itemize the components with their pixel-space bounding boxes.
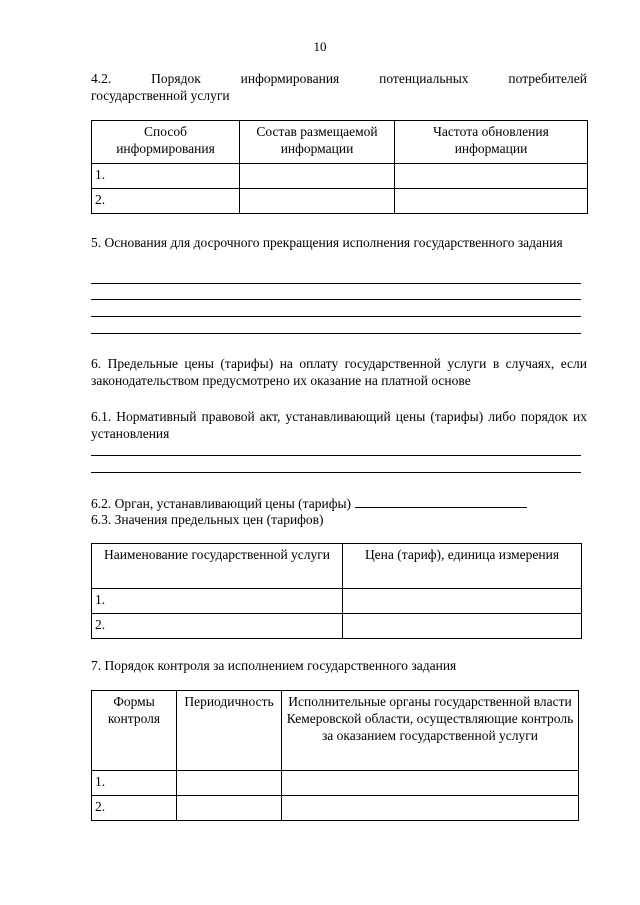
section-6-1-text: 6.1. Нормативный правовой акт, устанавливающий цены (тарифы) либо порядок их установления	[91, 409, 587, 441]
table-cell	[240, 164, 395, 189]
blank-line	[91, 283, 581, 284]
table-cell	[395, 164, 588, 189]
section-6-3-text: 6.3. Значения предельных цен (тарифов)	[91, 512, 324, 527]
table-header: Частота обновления информации	[395, 121, 588, 164]
table-cell: 2.	[92, 614, 343, 639]
table-row	[92, 164, 588, 189]
price-table	[91, 543, 582, 639]
control-table	[91, 690, 579, 821]
table-header: Состав размещаемой информации	[240, 121, 395, 164]
heading-word: Порядок	[151, 71, 201, 86]
page-number: 10	[313, 39, 327, 54]
blank-line	[91, 299, 581, 300]
table-header: Способ информирования	[92, 121, 240, 164]
blank-line	[91, 316, 581, 317]
informing-table	[91, 120, 588, 214]
heading-word: информирования	[240, 71, 340, 86]
table-cell	[282, 796, 579, 821]
table-header: Наименование государственной услуги	[92, 544, 343, 589]
section-5-text: 5. Основания для досрочного прекращения исполнения государственного задания	[91, 235, 563, 250]
table-header: Цена (тариф), единица измерения	[343, 544, 582, 589]
table-row	[92, 614, 582, 639]
table-row	[92, 771, 579, 796]
table-cell	[240, 189, 395, 214]
heading-word: потенциальных	[379, 71, 469, 86]
table-cell: 1.	[92, 589, 343, 614]
table-cell	[282, 771, 579, 796]
blank-line	[91, 455, 581, 456]
fill-in-line	[355, 494, 527, 508]
heading-word: потребителей	[508, 71, 587, 86]
table-cell: 2.	[92, 189, 240, 214]
section-6-2-text: 6.2. Орган, устанавливающий цены (тарифы)	[91, 496, 352, 511]
table-cell	[343, 614, 582, 639]
table-header: Формы контроля	[92, 691, 177, 771]
table-header: Исполнительные органы государственной власти Кемеровской области, осуществляющие контроль за оказанием государственной услуги	[282, 691, 579, 771]
table-cell	[177, 796, 282, 821]
table-row	[92, 796, 579, 821]
table-row	[92, 189, 588, 214]
heading-line-2: государственной услуги	[91, 88, 230, 103]
blank-line	[91, 333, 581, 334]
table-cell: 1.	[92, 164, 240, 189]
heading-word: 4.2.	[91, 71, 112, 86]
table-row	[92, 589, 582, 614]
section-7-text: 7. Порядок контроля за исполнением государственного задания	[91, 658, 457, 673]
section-6-text: 6. Предельные цены (тарифы) на оплату государственной услуги в случаях, если законодательством предусмотрено их оказание на платной основе	[91, 356, 587, 388]
table-cell	[395, 189, 588, 214]
table-cell: 1.	[92, 771, 177, 796]
section-6-2-line	[91, 494, 587, 512]
section-4-2-heading	[91, 70, 587, 104]
table-header: Периодичность	[177, 691, 282, 771]
table-cell	[177, 771, 282, 796]
table-cell: 2.	[92, 796, 177, 821]
blank-line	[91, 472, 581, 473]
table-cell	[343, 589, 582, 614]
